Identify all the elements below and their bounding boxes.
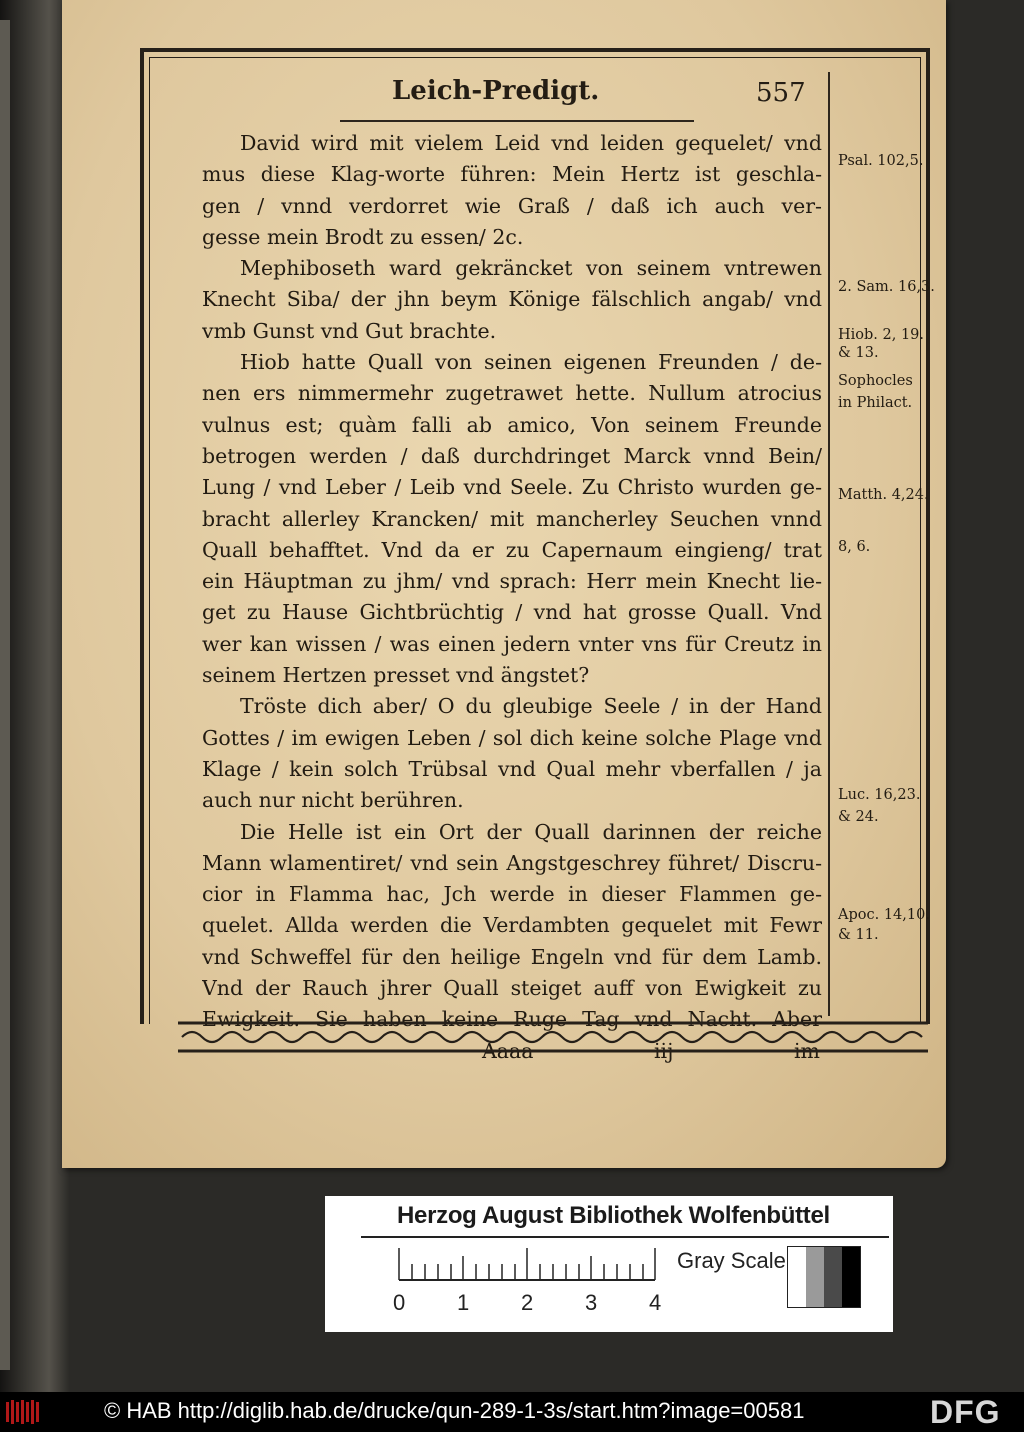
text-line: betrogen werden / daß durchdringet Marck vnnd Bein/ (202, 443, 822, 468)
text-line: Mephiboseth ward gekräncket von seinem vntrewen (240, 256, 822, 281)
viewer-footer (0, 1392, 1024, 1432)
margin-note: & 24. (838, 809, 879, 825)
text-line: vmb Gunst vnd Gut brachte. (202, 318, 497, 343)
text-line: vulnus est; quàm falli ab amico, Von seinem Freunde (202, 412, 822, 437)
text-line: Tröste dich aber/ O du gleubige Seele / in der Hand (240, 694, 822, 719)
scale-number: 0 (393, 1290, 406, 1315)
text-line: wer kan wissen / was einen jedern vnter vns für Creutz in (202, 631, 822, 656)
centimeter-scale (385, 1244, 665, 1284)
text-line: gesse mein Brodt zu essen/ 2c. (202, 224, 524, 249)
text-line: Ewigkeit. Sie haben keine Ruge Tag vnd Nacht. Aber (202, 1007, 822, 1032)
margin-note: Psal. 102,5. (838, 153, 924, 169)
binding-edge (0, 20, 10, 1370)
margin-note: Sophocles (838, 373, 913, 389)
main-text (202, 128, 822, 1067)
scale-number: 4 (649, 1290, 662, 1315)
text-line: Lung / vnd Leber / Leib vnd Seele. Zu Christo wurden ge- (202, 475, 822, 500)
hab-logo-icon (4, 1398, 44, 1426)
gray-swatch (842, 1247, 860, 1307)
margin-note: Matth. 4,24. (838, 487, 929, 503)
text-line: seinem Hertzen presset vnd ängstet? (202, 663, 590, 688)
catchline: Aaaa iij im (482, 1038, 820, 1063)
book-binding (0, 0, 70, 1392)
text-line: Die Helle ist ein Ort der Quall darinnen der reiche (240, 819, 822, 844)
margin-note: Luc. 16,23. (838, 787, 921, 803)
book-page (62, 0, 946, 1168)
text-line: auch nur nicht berühren. (202, 788, 464, 813)
text-line: Mann wlamentiret/ vnd sein Angstgeschrey führet/ Discru- (202, 850, 822, 875)
margin-note: Hiob. 2, 19. (838, 327, 925, 343)
margin-note: Apoc. 14,10. (838, 907, 930, 923)
text-line: Klage / kein solch Trübsal vnd Qual mehr vberfallen / ja (202, 756, 822, 781)
scale-number: 1 (457, 1290, 470, 1315)
margin-note: 8, 6. (838, 539, 871, 555)
running-head-title: Leich-Predigt. (392, 76, 600, 106)
gray-swatch (806, 1247, 824, 1307)
text-line: bracht allerley Krancken/ mit mancherley Seuchen vnnd (202, 506, 822, 531)
text-line: Vnd der Rauch jhrer Quall steiget auff von Ewigkeit zu (202, 976, 822, 1001)
running-head (144, 52, 824, 112)
library-label-card (325, 1196, 893, 1332)
text-line: Gottes / im ewigen Leben / sol dich keine solche Plage vnd (202, 725, 822, 750)
source-url-link[interactable]: © HAB http://diglib.hab.de/drucke/qun-289-1-3s/start.htm?image=00581 (104, 1398, 805, 1423)
page-number: 557 (756, 78, 806, 108)
text-line: ein Häuptman zu jhm/ vnd sprach: Herr mein Knecht lie- (202, 569, 822, 594)
text-line: quelet. Allda werden die Verdambten gequelet mit Fewr (202, 913, 822, 938)
margin-note: & 13. (838, 345, 879, 361)
text-line: nen ers nimmermehr zugetrawet hette. Nullum atrocius (202, 381, 822, 406)
page-frame (140, 48, 935, 1063)
margin-note: 2. Sam. 16,3. (838, 279, 935, 295)
scale-numbers (385, 1290, 685, 1316)
gray-swatch (788, 1247, 806, 1307)
library-name: Herzog August Bibliothek Wolfenbüttel (397, 1202, 830, 1229)
scale-number: 2 (521, 1290, 534, 1315)
text-line: cior in Flamma hac, Jch werde in dieser Flammen ge- (202, 882, 822, 907)
margin-note: in Philact. (838, 395, 913, 411)
gray-scale-label: Gray Scale (677, 1248, 786, 1273)
text-line: Hiob hatte Quall von seinen eigenen Freunden / de- (240, 350, 822, 375)
gray-swatch (824, 1247, 842, 1307)
ornamental-border (178, 1020, 928, 1054)
text-line: Knecht Siba/ der jhn beym Könige fälschlich angab/ vnd (202, 287, 822, 312)
margin-note: & 11. (838, 927, 879, 943)
margin-column-rule (828, 72, 830, 1016)
text-line: get zu Hause Gichtbrüchtig / vnd hat grosse Quall. Vnd (202, 600, 822, 625)
text-line: mus diese Klag-worte führen: Mein Hertz ist geschla- (202, 162, 822, 187)
gray-scale-swatches (787, 1246, 861, 1308)
dfg-logo: DFG (930, 1394, 1001, 1430)
text-line: Quall behafftet. Vnd da er zu Capernaum eingieng/ trat (202, 537, 822, 562)
running-head-rule (340, 120, 694, 122)
card-rule (361, 1236, 889, 1238)
scale-number: 3 (585, 1290, 598, 1315)
text-line: David wird mit vielem Leid vnd leiden gequelet/ vnd (240, 131, 822, 155)
text-line: gen / vnnd verdorret wie Graß / daß ich auch ver- (202, 193, 822, 218)
text-line: vnd Schweffel für den heilige Engeln vnd für dem Lamb. (202, 944, 822, 969)
